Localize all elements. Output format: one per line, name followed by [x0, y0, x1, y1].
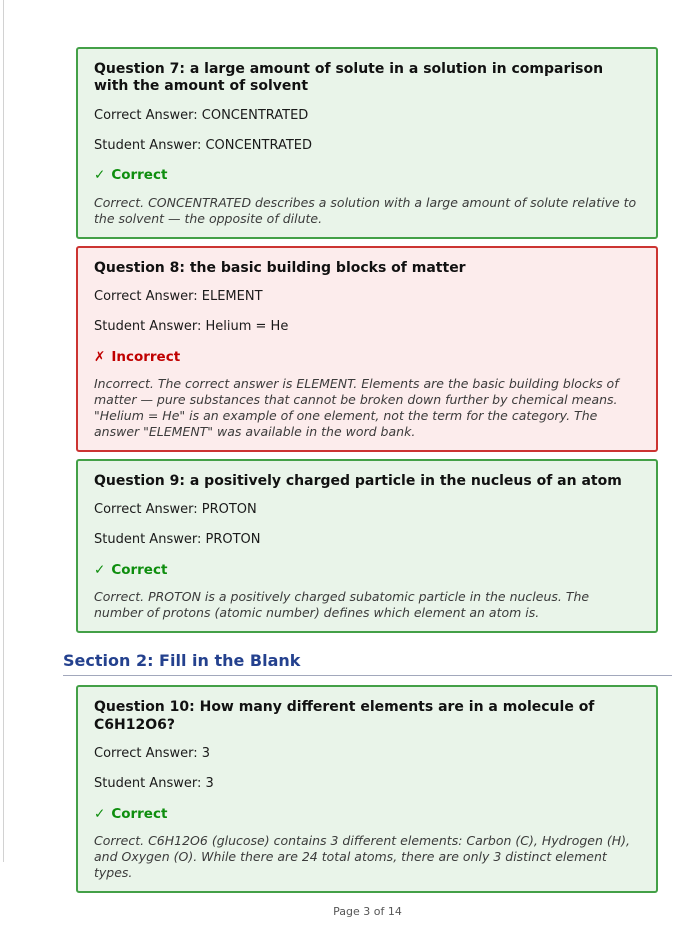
- document-page: [63, 47, 672, 900]
- correct-answer-value: 3: [201, 746, 211, 762]
- student-answer-label: Student Answer:: [94, 137, 202, 153]
- status-line: [94, 167, 640, 183]
- student-answer-value: Helium = He: [205, 318, 289, 334]
- check-icon: ✓: [94, 561, 106, 578]
- section-heading: Section 2: Fill in the Blank: [63, 651, 672, 676]
- student-answer-label: Student Answer:: [94, 532, 202, 548]
- question-title: Question 8: the basic building blocks of matter: [94, 259, 466, 276]
- question-title: Question 9: a positively charged particle in the nucleus of an atom: [94, 472, 622, 489]
- status-label: Correct: [111, 561, 168, 578]
- correct-answer-value: CONCENTRATED: [201, 107, 309, 123]
- student-answer-value: CONCENTRATED: [205, 137, 313, 153]
- correct-answer-line: [94, 289, 640, 305]
- correct-answer-label: Correct Answer:: [94, 288, 198, 304]
- correct-answer-label: Correct Answer:: [94, 502, 198, 518]
- status-line: [94, 562, 640, 578]
- student-answer-value: 3: [205, 775, 214, 791]
- correct-answer-value: PROTON: [201, 502, 257, 518]
- check-icon: ✓: [94, 805, 106, 822]
- explanation-text: Correct. PROTON is a positively charged subatomic particle in the nucleus. The number of protons (atomic number) defines which element an atom is.: [94, 589, 590, 621]
- explanation-text: Correct. CONCENTRATED describes a solution with a large amount of solute relative to the solvent — the opposite of dilute.: [94, 194, 637, 226]
- cross-icon: ✗: [94, 348, 106, 365]
- page-edge-line: [3, 0, 4, 862]
- student-answer-line: [94, 776, 640, 792]
- student-answer-label: Student Answer:: [94, 775, 202, 791]
- status-label: Incorrect: [111, 348, 181, 365]
- correct-answer-label: Correct Answer:: [94, 107, 198, 123]
- page-number: Page 3 of 14: [333, 905, 402, 918]
- student-answer-label: Student Answer:: [94, 318, 202, 334]
- status-line: [94, 349, 640, 365]
- status-label: Correct: [111, 167, 168, 184]
- question-card-8: [76, 246, 658, 452]
- question-card-9: [76, 459, 658, 633]
- status-line: [94, 806, 640, 822]
- correct-answer-line: [94, 746, 640, 762]
- student-answer-line: [94, 138, 640, 154]
- student-answer-line: [94, 532, 640, 548]
- student-answer-value: PROTON: [205, 532, 261, 548]
- explanation-text: Incorrect. The correct answer is ELEMENT. Elements are the basic building blocks of matter — pure substances that cannot be broken down further by chemical means. "Helium = He" is an example of one element, not the term for the category. The answer "ELEMENT" was available in the word bank.: [94, 375, 619, 439]
- correct-answer-line: [94, 108, 640, 124]
- question-card-7: [76, 47, 658, 239]
- question-title: Question 10: How many different elements are in a molecule of C6H12O6?: [94, 699, 595, 733]
- question-card-10: [76, 685, 658, 893]
- status-label: Correct: [111, 805, 168, 822]
- student-answer-line: [94, 319, 640, 335]
- explanation-text: Correct. C6H12O6 (glucose) contains 3 different elements: Carbon (C), Hydrogen (H), and Oxygen (O). While there are 24 total atoms, there are only 3 distinct element types.: [94, 832, 630, 880]
- check-icon: ✓: [94, 167, 106, 184]
- correct-answer-line: [94, 502, 640, 518]
- correct-answer-value: ELEMENT: [201, 288, 263, 304]
- question-title: Question 7: a large amount of solute in a solution in comparison with the amount of solvent: [94, 61, 604, 95]
- correct-answer-label: Correct Answer:: [94, 746, 198, 762]
